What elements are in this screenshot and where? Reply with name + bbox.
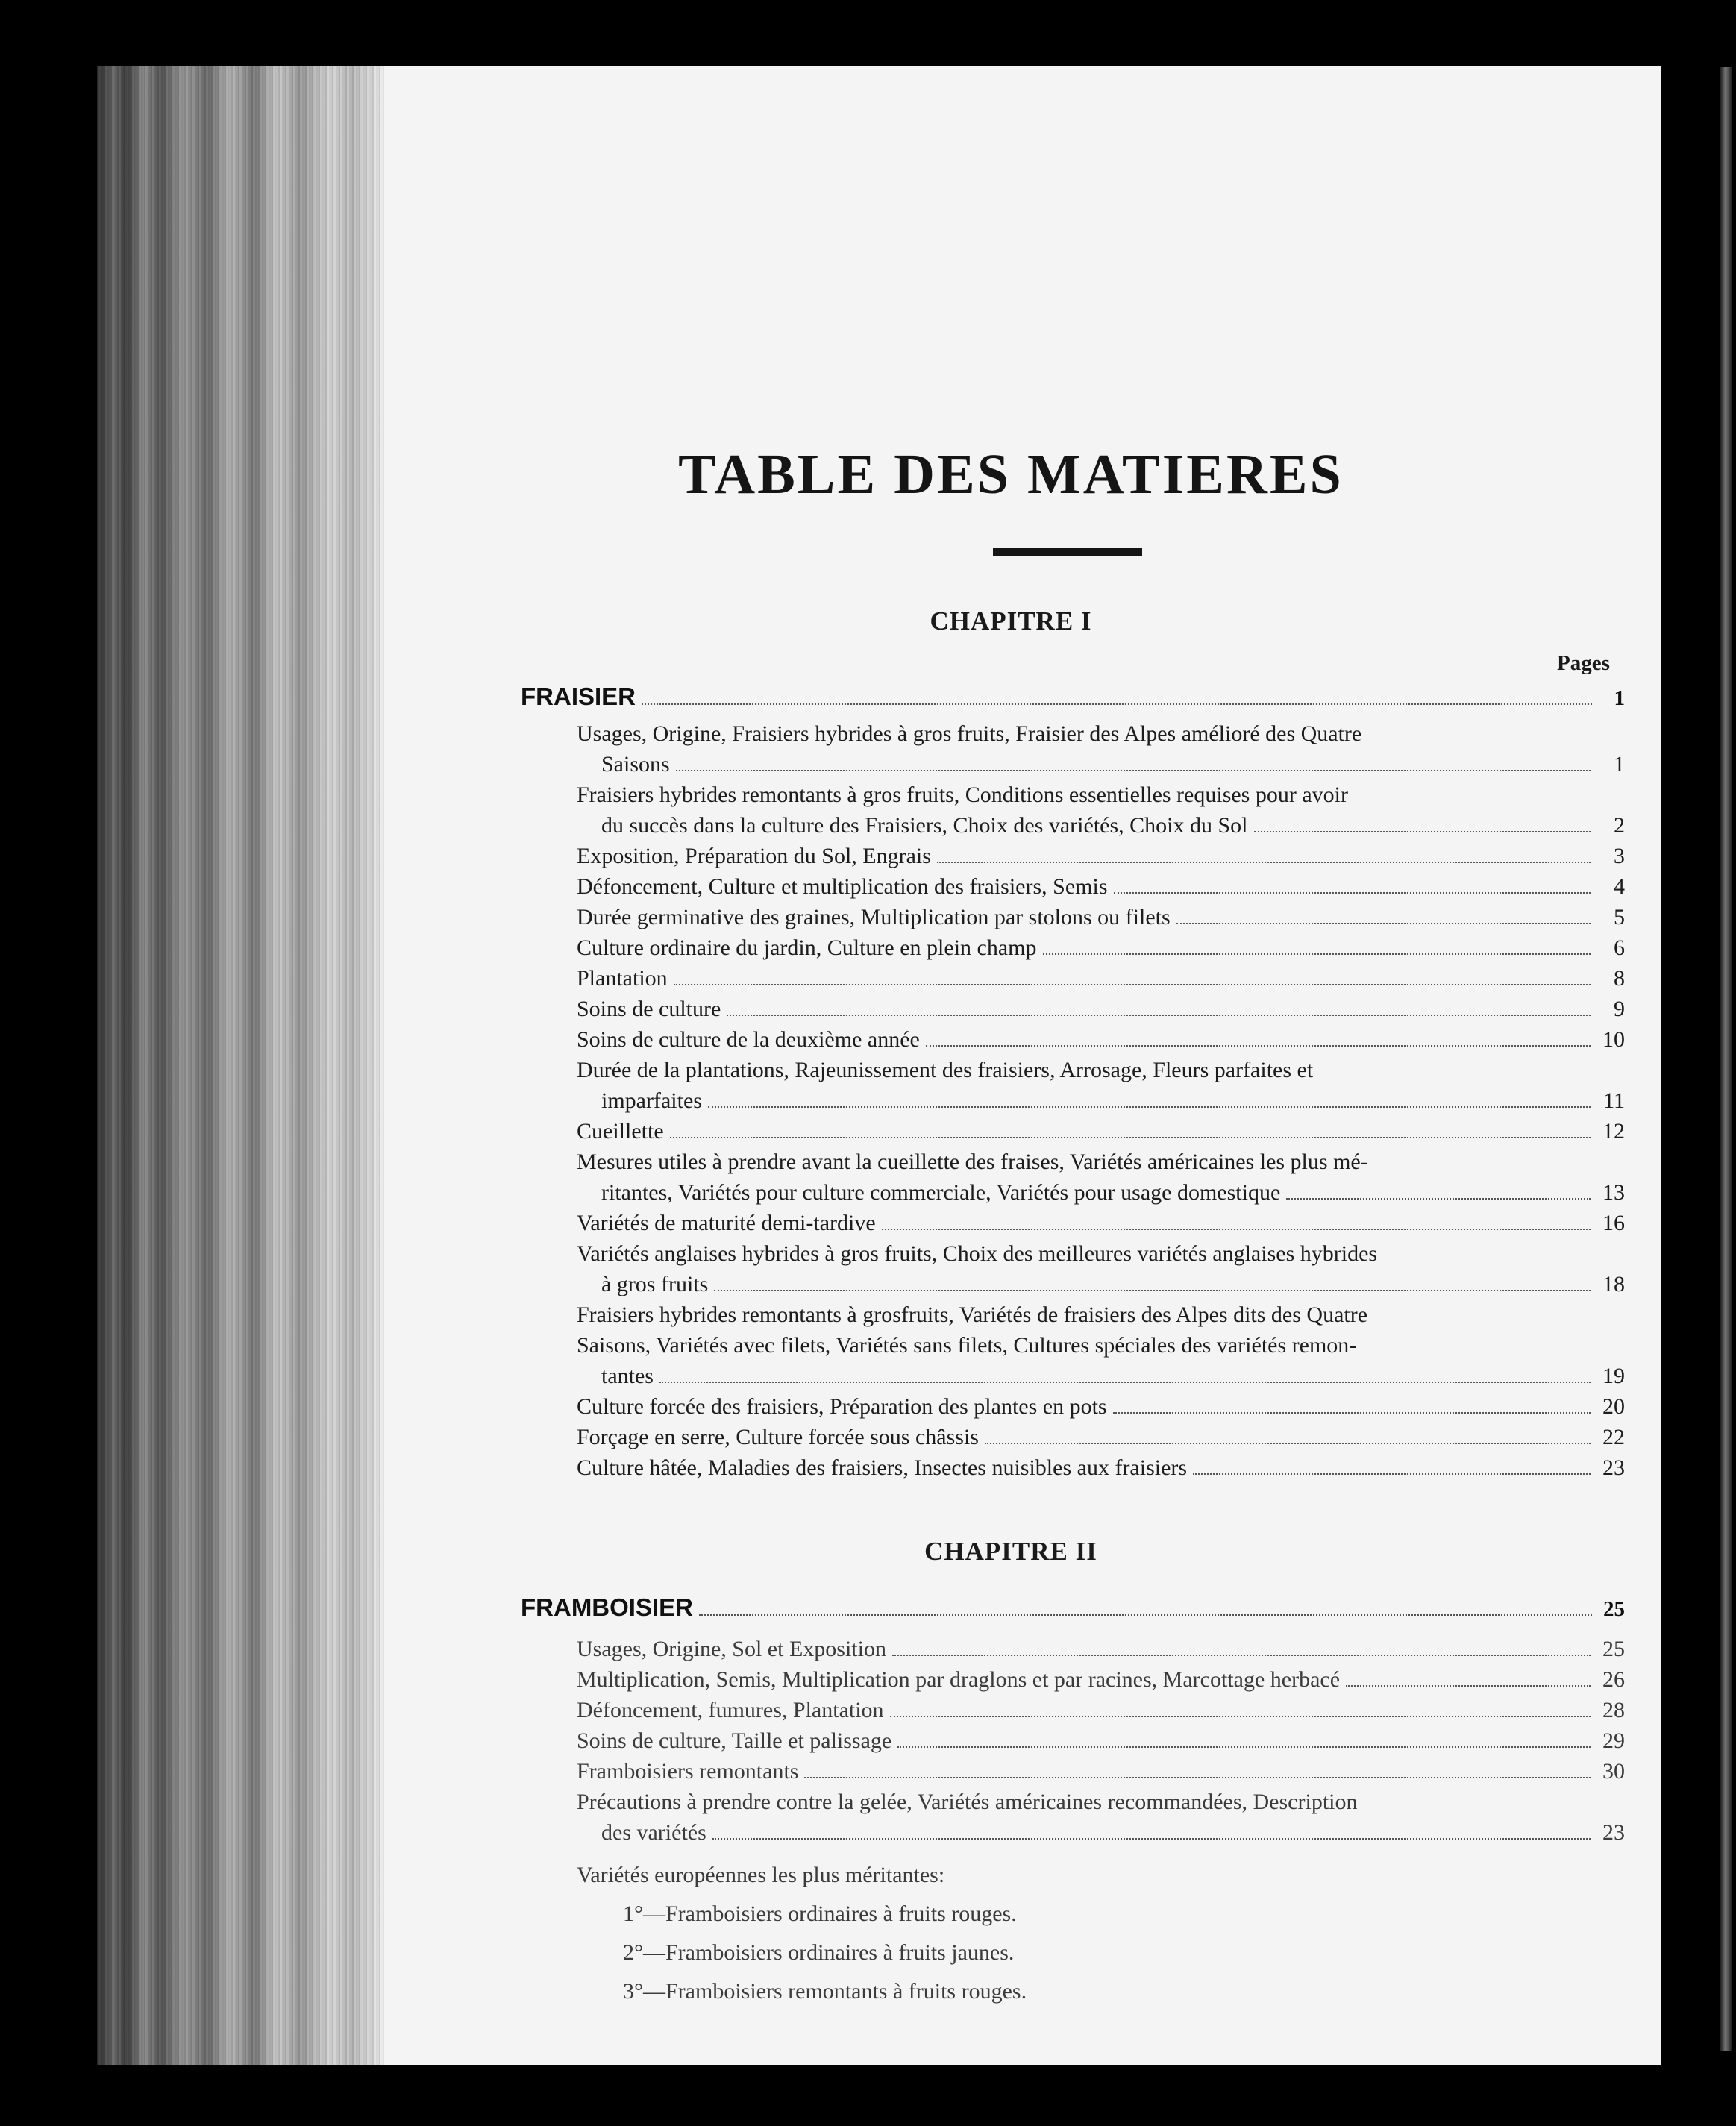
toc-entry <box>577 932 1625 963</box>
toc-entry-text: imparfaites <box>601 1088 702 1113</box>
document-page <box>384 66 1661 2065</box>
page-title: TABLE DES MATIERES <box>678 443 1344 506</box>
toc-page-number: 13 <box>1602 1180 1625 1205</box>
toc-entry-line: Fraisiers hybrides remontants à grosfruits, Variétés de fraisiers des Alpes dits des Quatre <box>577 1302 1368 1327</box>
toc-entry <box>577 1725 1625 1756</box>
dot-leader <box>727 1015 1591 1016</box>
toc-entry-text: Usages, Origine, Sol et Exposition <box>577 1637 886 1661</box>
toc-entry <box>577 1756 1625 1787</box>
toc-entry-text: tantes <box>601 1364 654 1388</box>
toc-page-number: 9 <box>1614 997 1625 1021</box>
toc-entry-text: des variétés <box>601 1820 706 1845</box>
varieties-intro: Variétés européennes les plus méritantes: <box>577 1863 945 1887</box>
dot-leader <box>926 1045 1591 1047</box>
dot-leader <box>897 1746 1591 1748</box>
toc-entry <box>577 1695 1625 1725</box>
toc-entry-line: Variétés anglaises hybrides à gros fruits, Choix des meilleures variétés anglaises hybrides <box>577 1241 1378 1266</box>
dot-leader <box>1043 953 1591 955</box>
toc-page-number: 12 <box>1602 1119 1625 1144</box>
chapter-heading-2: CHAPITRE II <box>924 1537 1097 1566</box>
toc-entry-line: Mesures utiles à prendre avant la cueillette des fraises, Variétés américaines les plus mé- <box>577 1150 1368 1174</box>
dot-leader <box>659 1382 1591 1383</box>
toc-page-number: 18 <box>1602 1272 1625 1296</box>
section-fraisier <box>521 683 1625 712</box>
dot-leader <box>1176 923 1591 924</box>
dot-leader <box>708 1106 1591 1108</box>
toc-entry-text: Plantation <box>577 966 668 991</box>
toc-entry-line: Précautions à prendre contre la gelée, Variétés américaines recommandées, Description <box>577 1790 1358 1814</box>
toc-page-number: 16 <box>1602 1211 1625 1235</box>
book-spine-edge <box>97 66 388 2065</box>
toc-entry <box>577 718 1625 780</box>
section-framboisier <box>521 1593 1625 1623</box>
chapter-heading-1: CHAPITRE I <box>930 606 1092 636</box>
toc-entry-text: Défoncement, Culture et multiplication des fraisiers, Semis <box>577 874 1108 899</box>
dot-leader <box>676 770 1591 771</box>
toc-entry-text: Saisons <box>601 752 670 777</box>
toc-entry <box>577 1238 1625 1299</box>
toc-entry <box>577 780 1625 841</box>
dot-leader <box>882 1229 1591 1230</box>
dot-leader <box>699 1614 1592 1616</box>
dot-leader <box>642 703 1592 705</box>
toc-entry-text: Framboisiers remontants <box>577 1759 799 1784</box>
toc-page-number: 23 <box>1602 1820 1625 1845</box>
toc-entry-line: Saisons, Variétés avec filets, Variétés sans filets, Cultures spéciales des variétés remon- <box>577 1333 1357 1358</box>
toc-entry-text: ritantes, Variétés pour culture commerciale, Variétés pour usage domestique <box>601 1180 1281 1205</box>
toc-entry-text: Soins de culture <box>577 997 721 1021</box>
section-title: FRAMBOISIER <box>521 1593 693 1621</box>
toc-entry-text: Exposition, Préparation du Sol, Engrais <box>577 844 931 868</box>
dot-leader <box>712 1838 1591 1840</box>
dot-leader <box>1193 1473 1591 1475</box>
toc-page-number: 28 <box>1602 1698 1625 1722</box>
toc-entry-text: Culture hâtée, Maladies des fraisiers, Insectes nuisibles aux fraisiers <box>577 1455 1188 1480</box>
dot-leader <box>892 1655 1591 1656</box>
dot-leader <box>937 862 1591 863</box>
toc-entry <box>577 994 1625 1024</box>
toc-page-number: 19 <box>1602 1364 1625 1388</box>
toc-entry-text: Défoncement, fumures, Plantation <box>577 1698 884 1722</box>
toc-page-number: 10 <box>1602 1027 1625 1052</box>
toc-entry <box>577 1055 1625 1116</box>
toc-entry <box>577 1664 1625 1695</box>
section-title: FRAISIER <box>521 683 636 710</box>
toc-page-number: 6 <box>1614 935 1625 960</box>
pages-column-label: Pages <box>1557 651 1610 675</box>
toc-entry <box>577 1787 1625 1848</box>
toc-entry <box>577 1116 1625 1147</box>
variety-list-item: 2°—Framboisiers ordinaires à fruits jaunes. <box>623 1940 1015 1965</box>
toc-page-number: 8 <box>1614 966 1625 991</box>
toc-entry-text: Multiplication, Semis, Multiplication par draglons et par racines, Marcottage herbacé <box>577 1667 1341 1692</box>
toc-entry <box>577 1208 1625 1238</box>
section-page: 25 <box>1603 1597 1625 1621</box>
toc-entry-text: Cueillette <box>577 1119 664 1144</box>
toc-entry <box>577 1634 1625 1664</box>
toc-page-number: 5 <box>1614 905 1625 929</box>
dot-leader <box>985 1443 1591 1444</box>
dot-leader <box>890 1716 1591 1717</box>
section-page: 1 <box>1614 686 1625 710</box>
toc-entry-line: Fraisiers hybrides remontants à gros fruits, Conditions essentielles requises pour avoir <box>577 783 1348 807</box>
toc-entry-text: Culture ordinaire du jardin, Culture en plein champ <box>577 935 1037 960</box>
toc-entry <box>577 963 1625 994</box>
toc-entry <box>577 902 1625 932</box>
dot-leader <box>1114 892 1591 894</box>
variety-list-item: 1°—Framboisiers ordinaires à fruits rouges. <box>623 1901 1017 1926</box>
toc-page-number: 25 <box>1602 1637 1625 1661</box>
dot-leader <box>1254 831 1591 832</box>
toc-page-number: 1 <box>1614 752 1625 777</box>
title-underline <box>993 548 1142 556</box>
toc-entry-text: Variétés de maturité demi-tardive <box>577 1211 876 1235</box>
toc-page-number: 22 <box>1602 1425 1625 1449</box>
toc-entry <box>577 1299 1625 1391</box>
toc-entry-text: Soins de culture de la deuxième année <box>577 1027 920 1052</box>
toc-entry-text: Soins de culture, Taille et palissage <box>577 1728 892 1753</box>
dot-leader <box>714 1290 1591 1291</box>
toc-page-number: 30 <box>1602 1759 1625 1784</box>
toc-entry <box>577 871 1625 902</box>
toc-page-number: 4 <box>1614 874 1625 899</box>
spine-texture <box>97 66 388 2065</box>
toc-entry <box>577 1024 1625 1055</box>
toc-entry-text: du succès dans la culture des Fraisiers, Choix des variétés, Choix du Sol <box>601 813 1248 838</box>
toc-entry <box>577 1391 1625 1422</box>
toc-entry-line: Usages, Origine, Fraisiers hybrides à gros fruits, Fraisier des Alpes amélioré des Quatre <box>577 721 1362 746</box>
toc-entry <box>577 1452 1625 1483</box>
toc-entry-text: Durée germinative des graines, Multiplication par stolons ou filets <box>577 905 1171 929</box>
toc-entry-text: Forçage en serre, Culture forcée sous châssis <box>577 1425 979 1449</box>
toc-entry-text: à gros fruits <box>601 1272 709 1296</box>
dot-leader <box>1286 1198 1591 1200</box>
dot-leader <box>1113 1412 1591 1414</box>
dot-leader <box>670 1137 1591 1138</box>
dot-leader <box>1346 1685 1591 1687</box>
dot-leader <box>804 1777 1591 1778</box>
toc-entry-text: Culture forcée des fraisiers, Préparation des plantes en pots <box>577 1394 1107 1419</box>
toc-entry <box>577 1422 1625 1452</box>
dot-leader <box>674 984 1591 985</box>
toc-page-number: 3 <box>1614 844 1625 868</box>
toc-page-number: 23 <box>1602 1455 1625 1480</box>
toc-entry <box>577 841 1625 871</box>
toc-page-number: 29 <box>1602 1728 1625 1753</box>
toc-entry-line: Durée de la plantations, Rajeunissement des fraisiers, Arrosage, Fleurs parfaites et <box>577 1058 1314 1082</box>
toc-page-number: 2 <box>1614 813 1625 838</box>
toc-entry <box>577 1147 1625 1208</box>
toc-page-number: 20 <box>1602 1394 1625 1419</box>
next-page-edge <box>1720 67 1732 2051</box>
toc-page-number: 26 <box>1602 1667 1625 1692</box>
toc-page-number: 11 <box>1603 1088 1625 1113</box>
variety-list-item: 3°—Framboisiers remontants à fruits rouges. <box>623 1979 1027 2004</box>
